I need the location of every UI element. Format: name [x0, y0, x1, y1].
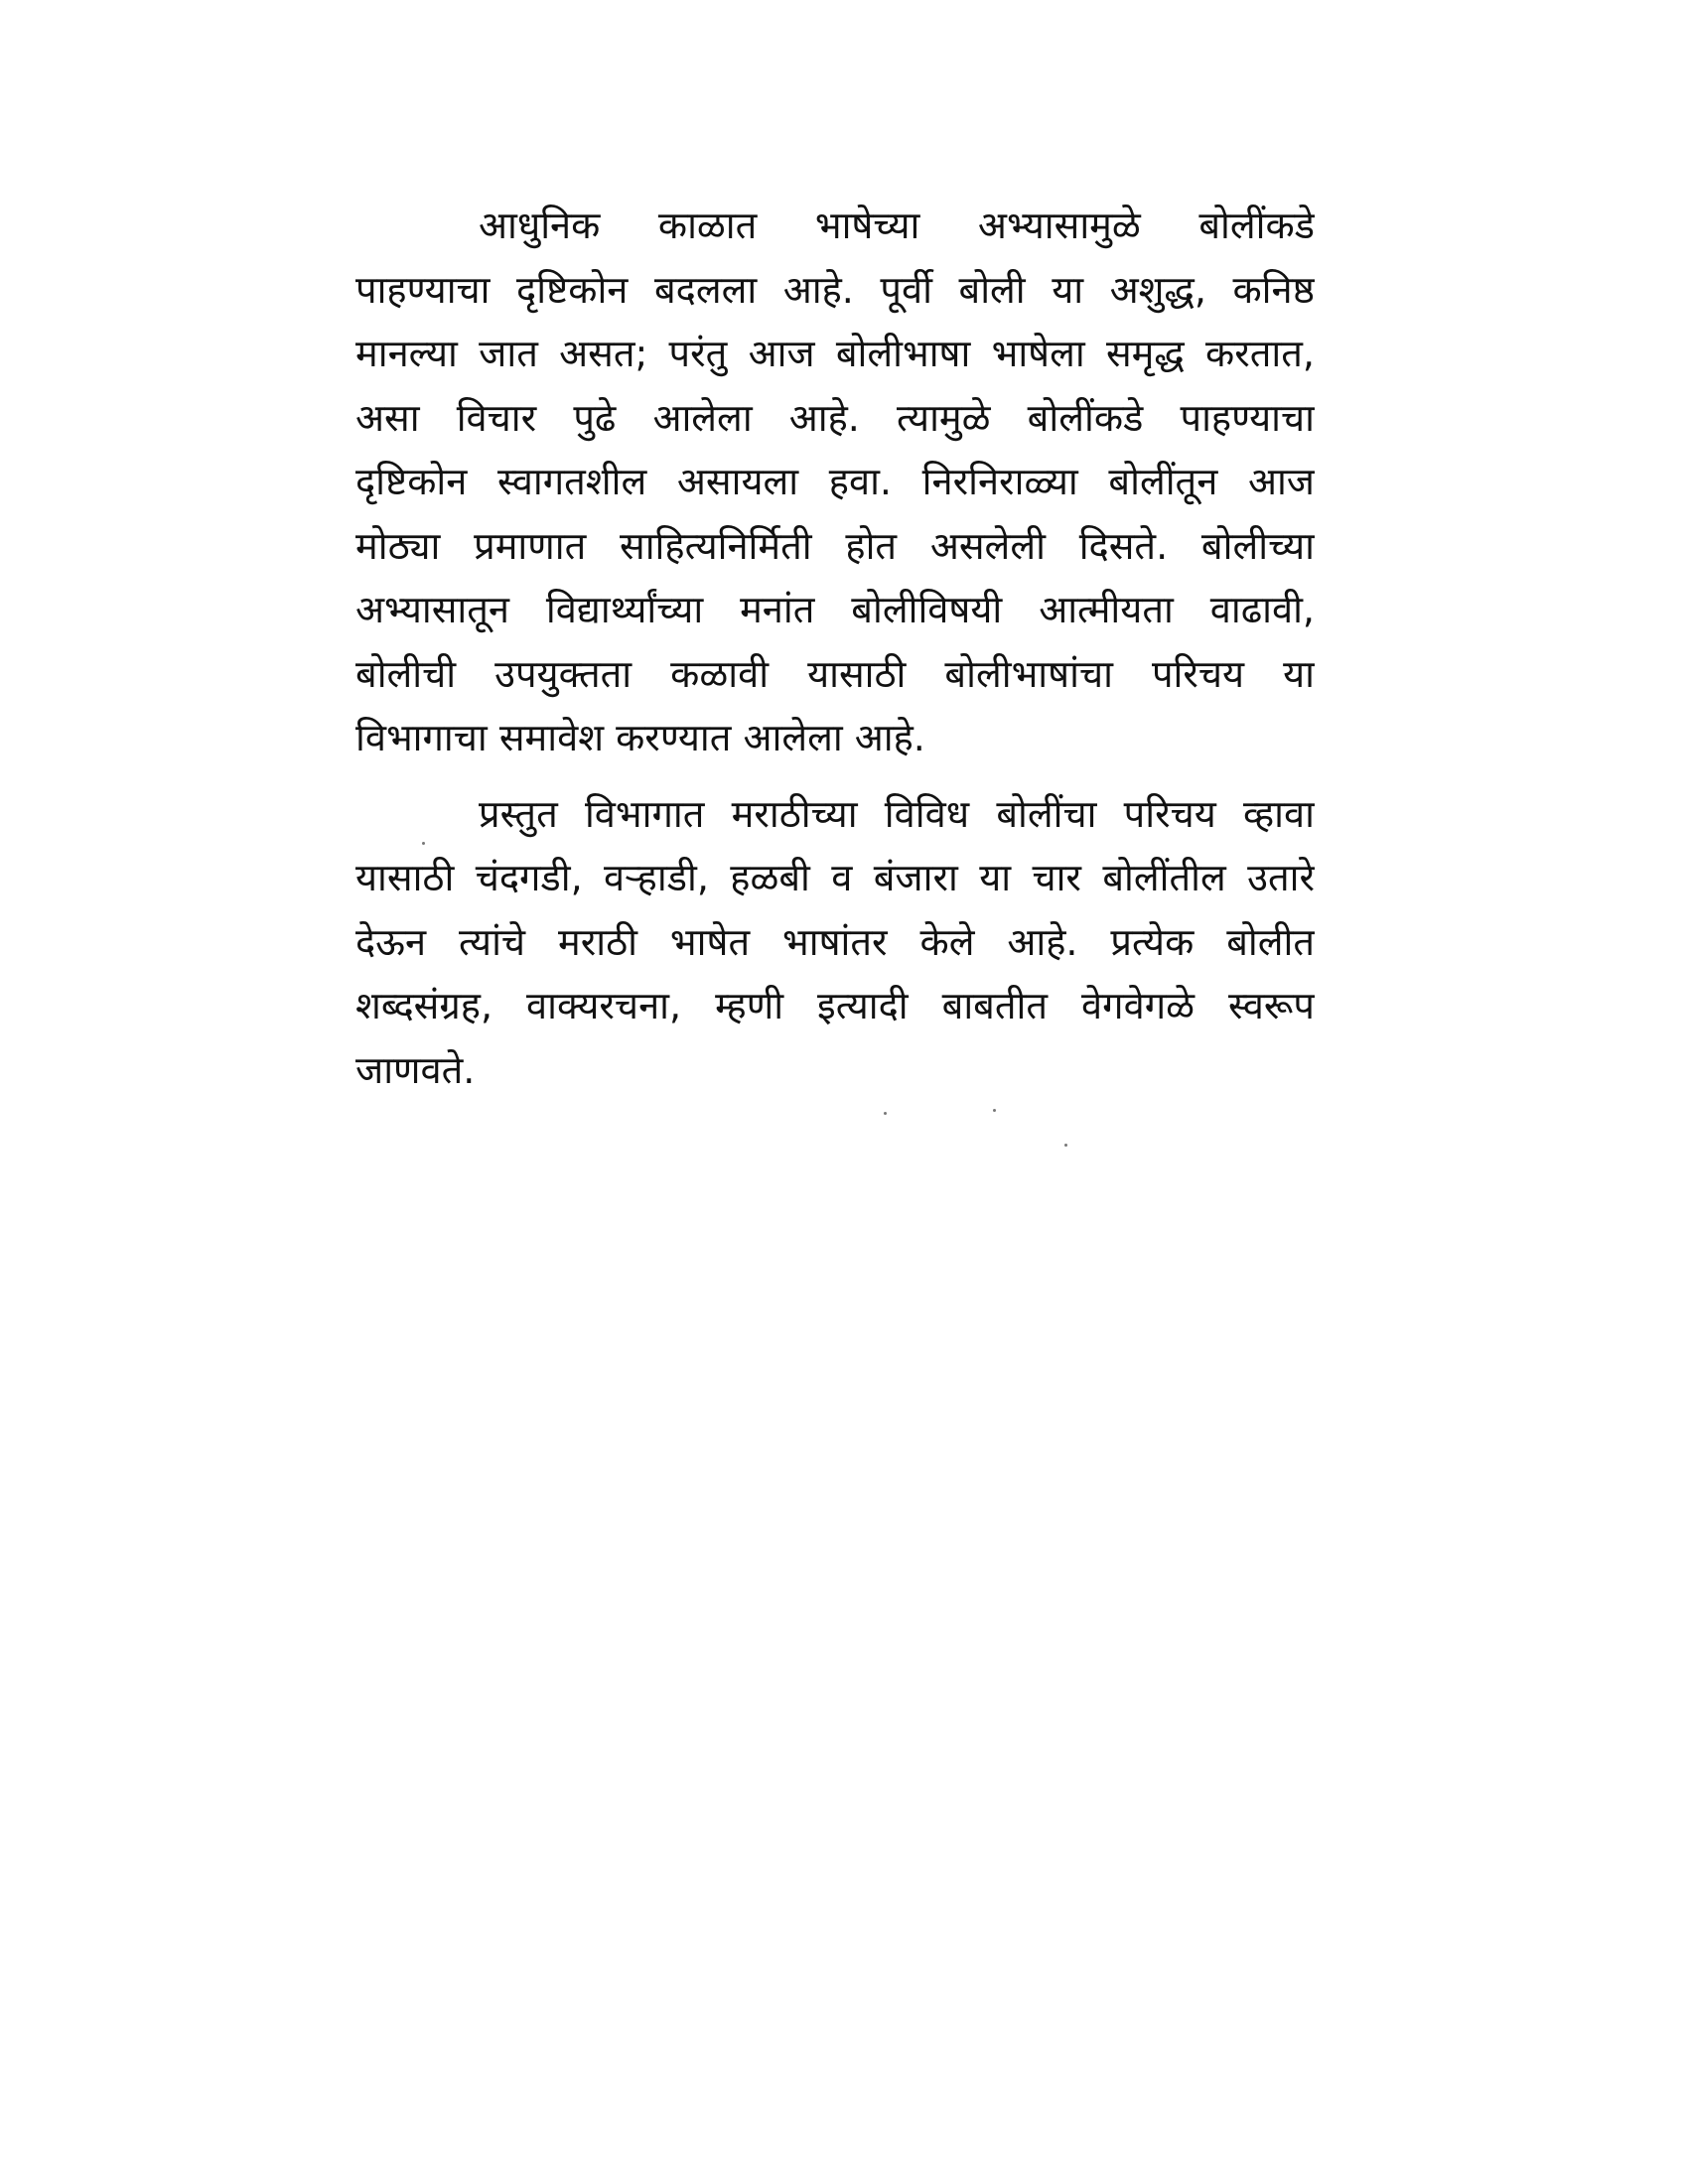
- paragraph-2: [355, 782, 1315, 1103]
- text-line: अभ्यासातून विद्यार्थ्यांच्या मनांत बोलीविषयी आत्मीयता वाढावी,: [355, 588, 1315, 631]
- text-line: असा विचार पुढे आलेला आहे. त्यामुळे बोलींकडे पाहण्याचा: [355, 395, 1315, 440]
- text-line: बोलीची उपयुक्तता कळावी यासाठी बोलीभाषांचा परिचय या: [355, 651, 1315, 696]
- text-line: विभागाचा समावेश करण्यात आलेला आहे.: [355, 716, 925, 759]
- text-line: दृष्टिकोन स्वागतशील असायला हवा. निरनिराळ्या बोलींतून आज: [355, 460, 1315, 503]
- text-line: यासाठी चंदगडी, वऱ्हाडी, हळबी व बंजारा या चार बोलींतील उतारे: [355, 856, 1315, 899]
- paragraph-1: [355, 194, 1315, 770]
- scan-speck: [884, 1112, 887, 1115]
- text-line: देऊन त्यांचे मराठी भाषेत भाषांतर केले आहे. प्रत्येक बोलीत: [355, 919, 1315, 964]
- scan-speck: [993, 1109, 996, 1112]
- text-line: मोठ्या प्रमाणात साहित्यनिर्मिती होत असलेली दिसते. बोलीच्या: [355, 523, 1315, 568]
- scan-speck: [1064, 1144, 1067, 1147]
- text-line: जाणवते.: [355, 1047, 476, 1092]
- body-text: [355, 194, 1315, 1102]
- text-line: प्रस्तुत विभागात मराठीच्या विविध बोलींचा परिचय व्हावा: [479, 791, 1315, 836]
- text-line: पाहण्याचा दृष्टिकोन बदलला आहे. पूर्वी बोली या अशुद्ध, कनिष्ठ: [355, 267, 1315, 312]
- text-line: शब्दसंग्रह, वाक्यरचना, म्हणी इत्यादी बाबतीत वेगवेगळे स्वरूप: [355, 984, 1315, 1027]
- text-line: आधुनिक काळात भाषेच्या अभ्यासामुळे बोलींकडे: [479, 204, 1315, 247]
- paragraph-spacer: [355, 770, 1315, 782]
- text-line: मानल्या जात असत; परंतु आज बोलीभाषा भाषेला समृद्ध करतात,: [355, 332, 1315, 375]
- scan-speck: [422, 842, 425, 845]
